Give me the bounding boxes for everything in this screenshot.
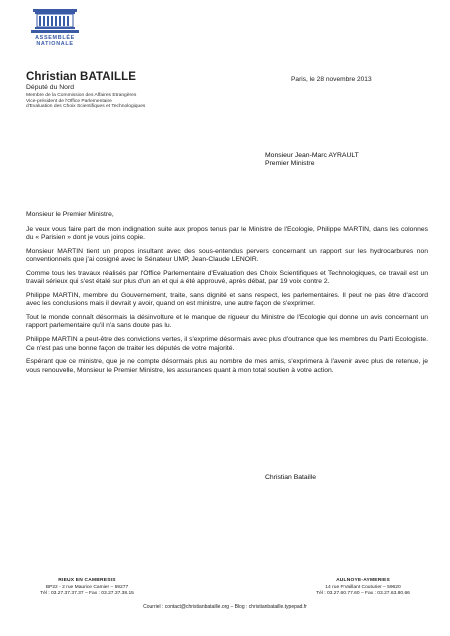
footer-address: BP22 - 2 rue Maurice Camier – 59277 xyxy=(45,584,129,590)
logo-line-2: NATIONALE xyxy=(36,41,74,48)
body-paragraph: Philippe MARTIN a peut-être des convictions vertes, il s'exprime désormais avec plus d'outrance que les membres du Parti Ecologiste. Ce n'est pas une bonne façon de traiter les députés de votre majorité. xyxy=(26,336,429,352)
sender-role: d'Evaluation des Choix Scientifiques et Technologiques xyxy=(26,104,146,110)
salutation: Monsieur le Premier Ministre, xyxy=(26,211,114,218)
sender-name: Christian BATAILLE xyxy=(26,71,136,83)
sender-role: Membre de la Commission des Affaires Etrangères xyxy=(26,93,137,98)
footer-contact: Courriel : contact@christianbataille.org – Blog : christianbataille.typepad.fr xyxy=(143,604,307,610)
letter-date: Paris, le 28 novembre 2013 xyxy=(291,76,372,83)
recipient-block xyxy=(265,152,359,169)
body-paragraph: Je veux vous faire part de mon indignation suite aux propos tenus par le Ministre de l'Ecologie, Philippe MARTIN, dans les colonnes du « Parisien » dont je vous joins copie. xyxy=(26,225,428,242)
letter-body xyxy=(26,211,428,380)
sender-roles xyxy=(26,93,226,110)
footer-city: AULNOYE-AYMERIES xyxy=(336,578,390,583)
body-paragraph: Espérant que ce ministre, que je ne compte désormais plus au nombre de mes amis, s'exprimera à l'avenir avec plus de retenue, je vous renouvelle, Monsieur le Premier Ministre, les assurances quant à mon total soutien à votre action. xyxy=(26,358,428,374)
hemicycle-emblem-icon xyxy=(27,8,83,35)
logo-line-1: ASSEMBLÉE xyxy=(35,35,75,41)
body-paragraph: Philippe MARTIN, membre du Gouvernement, traite, sans dignité et sans respect, les parlementaires. Il peut ne pas être d'accord avec les conclusions mais il devrait y avoir, quand on est ministre, une autre façon de s'exprimer. xyxy=(26,292,428,308)
footer-phone: Tél : 03.27.37.37.37 – Fax : 03.27.37.38.15 xyxy=(40,591,134,597)
footer-office-right xyxy=(302,578,424,598)
sender-role: Vice-président de l'Office Parlementaire xyxy=(26,98,112,104)
footer-phone: Tél : 03.27.60.77.60 – Fax : 03.27.63.80.66 xyxy=(316,591,410,597)
sender-title: Député du Nord xyxy=(26,84,74,91)
body-paragraph: Tout le monde connaît désormais la désinvolture et le manque de rigueur du Ministre de l'Ecologie qui donne un avis concernant un rapport parlementaire qu'il n'a sans doute pas lu. xyxy=(26,314,428,330)
footer-address: 14 rue P.Vaillant Couturier – 59620 xyxy=(325,584,401,590)
footer-office-left xyxy=(26,578,148,598)
footer-city: RIEUX EN CAMBRESIS xyxy=(58,578,116,583)
recipient-title: Premier Ministre xyxy=(265,160,315,168)
assemblee-nationale-logo xyxy=(26,8,84,47)
body-paragraph: Monsieur MARTIN tient un propos insultant avec des sous-entendus pervers concernant un rapport sur les hydrocarbures non conventionnels que j'ai cosigné avec le Sénateur UMP, Jean-Claude LENOIR. xyxy=(26,247,428,264)
signature: Christian Bataille xyxy=(265,474,316,481)
body-paragraph: Comme tous les travaux réalisés par l'Office Parlementaire d'Evaluation des Choix Scientifiques et Technologiques, ce travail est un travail sérieux qui s'est étalé sur plus d'un an et qui a été approuvé, après débat, par 19 voix contre 2. xyxy=(26,269,428,286)
recipient-name: Monsieur Jean-Marc AYRAULT xyxy=(265,152,359,159)
